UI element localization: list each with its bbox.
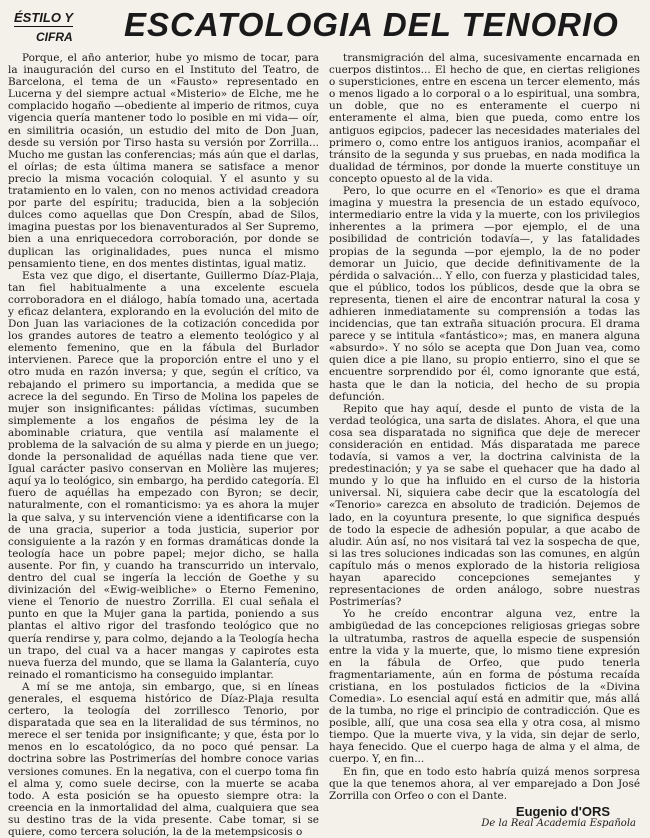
paragraph: Repito que hay aquí, desde el punto de vista de la verdad teológica, una sarta de dislates. Ahora, el que una cosa sea disparatada no significa que deje de merecer consideración en entidad. Más disparatada me parece todavía, si vamos a ver, la doctrina calvinista de la predestinación; y ya se sabe el quehacer que ha dado al mundo y lo que ha influido en el curso de la historia universal. Ni, siquiera cabe decir que la escatología del «Tenorio» carezca en absoluto de tradición. Dejemos de lado, en la coyuntura presente, lo que significa después de todo la especie de adhesión popular, a que acabo de aludir. Aún así, no nos visitará tal vez la sospecha de que, si las tres soluciones indicadas son las comunes, en algún capítulo más o menos explorado de la historia religiosa hayan aparecido concepciones semejantes y representaciones de orden análogo, sobre nuestras Postrimerías? <box>329 402 640 609</box>
left-column <box>8 52 319 838</box>
paragraph: Yo he creído encontrar alguna vez, entre la ambigüedad de las concepciones religiosas griegas sobre la ultratumba, rastros de aquella especie de suspensión entre la vida y la muerte, que, lo mismo tiene expresión en la fábula de Orfeo, que pudo tenerla fragmentariamente, aún en forma de póstuma recaída cristiana, en los postulados ficticios de la «Divina Comedia». Lo esencial aquí está en admitir que, más allá de la tumba, no rige el principio de contradicción. Que es posible, allí, que una cosa sea ella y otra cosa, al mismo tiempo. Que la muerte viva, y la vida, sin dejar de serlo, haya fenecido. Que el cuerpo haga de alma y el alma, de cuerpo. Y, en fin... <box>329 608 640 766</box>
paragraph: Porque, el año anterior, hube yo mismo de tocar, para la inauguración del curso en el Instituto del Teatro, de Barcelona, el tema de un «Fausto» representado en Lucerna y del siempre actual «Misterio» de Elche, me he complacido hogaño —obediente al imperio de ritmos, cuya vigencia quería mantener todo lo posible en mi vida— oír, en similitria ocasión, un estudio del mito de Don Juan, desde su versión por Tirso hasta su versión por Zorrilla... Mucho me gustan las conferencias; más aún que el darlas, el oírlas; de esta última manera se satisface a menor precio la misma vocación coloquial. Y el asunto y su tratamiento en lo valen, con no menos actividad creadora por parte del espíritu; traducida, bien a la sobjeción dulces como aquellas que Don Crespín, abad de Silos, imagina puestas por los bienaventurados al Ser Supremo, bien a una enriquecedora corroboración, por donde se duplican las originalidades, pues nunca el mismo pensamiento tiene, en dos mentes distintas, igual matiz. <box>8 52 319 270</box>
section-tag-secondary: CIFRA <box>36 30 73 44</box>
paragraph: En fin, que en todo esto habría quizá menos sorpresa que la que tenemos ahora, al ver emparejado a Don José Zorrilla con Orfeo o con el Dante. <box>329 765 640 802</box>
article-body <box>8 52 640 838</box>
article-title: ESCATOLOGIA DEL TENORIO <box>124 6 619 43</box>
paragraph: transmigración del alma, sucesivamente encarnada en cuerpos distintos... El hecho de que, en ciertas religiones o supersticiones, entre en escena un tercer elemento, más o menos ligado a lo corporal o a lo espiritual, una sombra, un doble, que no es enteramente el cuerpo ni enteramente el alma, bien que pueda, como entre los antiguos egipcios, padecer las necesidades materiales del primero o, como entre los antiguos iranios, acompañar el tránsito de la segunda y sus pruebas, en nada modifica la dualidad de términos, por donde la muerte constituye un concepto opuesto al de la vida. <box>329 52 640 185</box>
paragraph: Pero, lo que ocurre en el «Tenorio» es que el drama imagina y muestra la presencia de un estado equívoco, intermediario entre la vida y la muerte, con los privilegios inherentes a la primera —por ejemplo, el de una posibilidad de contrición todavía—, y las fatalidades propias de la segunda —por ejemplo, la de no poder demorar un Juicio, que decide definitivamente de la pérdida o salvación... Y ello, con fuerza y plasticidad tales, que el público, todos los públicos, desde que la obra se representa, tienen el aire de encontrar natural la cosa y adhieren inmediatamente su comprensión a todas las incidencias, que tan extraña situación procura. El drama parece y se intitula «fantástico»; mas, en manera alguna «absurdo». Y no sólo se acepta que Don Juan vea, como quien dice a pie llano, su propio entierro, sino el que se encuentre sorprendido por él, como ignorante que está, hasta que le dan la noticia, del hecho de su propia defunción. <box>329 185 640 403</box>
article-header <box>14 6 640 48</box>
paragraph: Esta vez que digo, el disertante, Guillermo Díaz-Plaja, tan fiel habitualmente a una excelente escuela corroboradora en el diálogo, había tomado una, acertada y eficaz delantera, explorando en la evolución del mito de Don Juan las variaciones de la cotización concedida por los grandes autores de teatro a elemento teológico y al elemento femenino, que en la fábula del Burlador intervienen. Parece que la proporción entre el uno y el otro muda en razón inversa; y que, según el crítico, va rebajando el primero su importancia, a medida que se acrece la del segundo. En Tirso de Molina los papeles de mujer son insignificantes: pálidas víctimas, sucumben simplemente a los engaños de pésima ley de la abominable criatura, que ventila así malamente el problema de la salvación de su alma y pierde en un juego; donde la personalidad de aquéllas nada tiene que ver. Igual carácter pasivo conservan en Molière las mujeres; aquí ya lo teológico, sin embargo, ha perdido categoría. El fuero de aquéllas ha empezado con Byron; se decir, naturalmente, con el romanticismo: ya es ahora la mujer la que salva, y su intervención viene a identificarse con la de una gracia, superior a toda justicia, superior por consiguiente a la razón y en formas dramáticas donde la teología hace un pobre papel; mejor dicho, se halla ausente. Por fin, y cuando ha transcurrido un intervalo, dentro del cual se ingería la lección de Goethe y su divinización del «Ewig-weibliche» o Eterno Femenino, viene el Tenorio de nuestro Zorrilla. El cual señala el punto en que la Mujer gana la partida, poniendo a sus plantas el altivo rigor del trasfondo teológico que no quería rendirse y, para colmo, dejando a la Teología hecha un trapo, del cual va a hacer mangas y capirotes esta nueva fuerza del mundo, que se llama la Galantería, cuyo reinado el romanticismo ha conseguido implantar. <box>8 269 319 681</box>
author-affiliation: De la Real Academia Española <box>481 817 636 829</box>
signature-block <box>329 803 640 830</box>
section-tag: ÉSTILO Y <box>14 10 73 25</box>
right-column <box>329 52 640 829</box>
paragraph: A mí se me antoja, sin embargo, que, si en líneas generales, el esquema histórico de Díaz-Plaja resulta certero, la teología del zorrillesco Tenorio, por disparatada que sea en la literalidad de sus términos, no merece el ser tenida por insignificante; y que, ésta por lo menos en lo escatológico, da no poco qué pensar. La doctrina sobre las Postrimerías del hombre conoce varias versiones comunes. En la negativa, con el cuerpo toma fin el alma y, como suele decirse, con la muerte se acaba todo. A esta posición se ha opuesto siempre otra: la creencia en la inmortalidad del alma, cualquiera que sea su destino tras de la vida presente. Cabe tomar, si se quiere, como tercera solución, la de la metempsicosis o <box>8 680 319 838</box>
author-name: Eugenio d'ORS <box>515 803 610 819</box>
